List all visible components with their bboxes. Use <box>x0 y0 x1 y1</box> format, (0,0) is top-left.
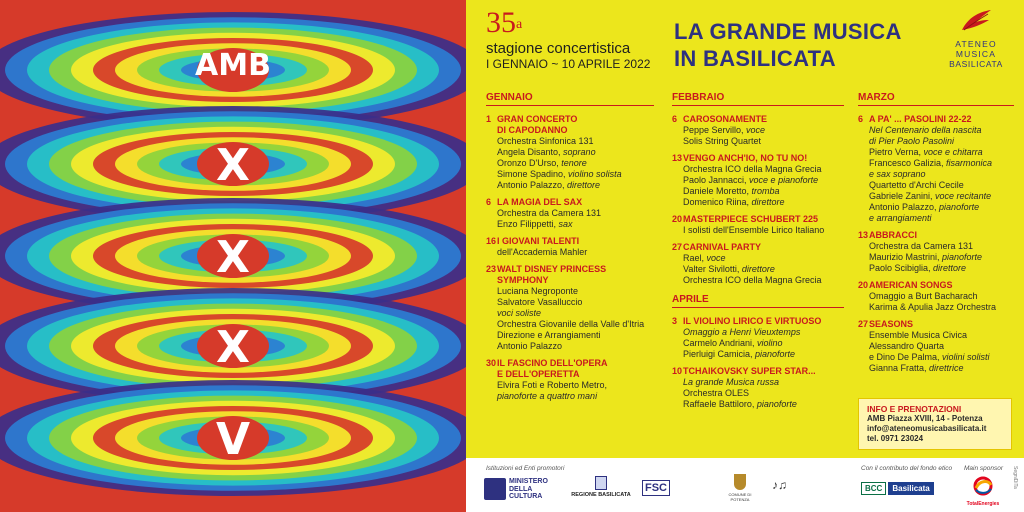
column-gennaio <box>486 92 654 408</box>
event-item: 13 ABBRACCI Orchestra da Camera 131 Maurizio Mastrini, pianoforte Paolo Scibiglia, direttore <box>858 230 983 273</box>
ministero-emblem-icon <box>484 478 506 500</box>
info-email[interactable]: info@ateneomusicabasilicata.it <box>867 424 987 433</box>
info-box <box>858 398 1012 450</box>
event-item: 13 VENGO ANCH'IO, NO TU NO! Orchestra ICO della Magna Grecia Paolo Jannacci, voce e pianoforte Daniele Moretto, tromba Domenico Riina, direttore <box>672 153 822 207</box>
info-phone[interactable]: tel. 0971 23024 <box>867 434 924 443</box>
event-item: 1 GRAN CONCERTO DI CAPODANNO Orchestra Sinfonica 131 Angela Disanto, soprano Oronzo D'Urso, tenore Simone Spadino, violino solista Antonio Palazzo, direttore <box>486 114 622 190</box>
ateneo-logo <box>946 8 1006 69</box>
event-item: 10 TCHAIKOVSKY SUPER STAR... La grande Musica russa Orchestra OLES Raffaele Battiloro, pianoforte <box>672 366 816 409</box>
art-panel <box>0 0 466 512</box>
event-item: 27 CARNIVAL PARTY Rael, voce Valter Sivilotti, direttore Orchestra ICO della Magna Grecia <box>672 242 822 285</box>
month-header: MARZO <box>858 92 1014 106</box>
contributor-label: Con il contributo del fondo etico <box>861 465 953 472</box>
conservatorio-logo <box>772 478 787 492</box>
art-letter-amb: AMB <box>195 48 271 83</box>
event-item: 23 WALT DISNEY PRINCESS SYMPHONY Luciana Negroponte Salvatore Vasalluccio voci soliste Orchestra Giovanile della Valle d'Itria Direzione e Arrangiamenti Antonio Palazzo <box>486 264 645 351</box>
sponsor-label: Main sponsor <box>964 465 1004 472</box>
total-energies-icon <box>972 476 994 496</box>
season-label: stagione concertistica <box>486 40 631 57</box>
event-item: 20 MASTERPIECE SCHUBERT 225 I solisti dell'Ensemble Lirico Italiano <box>672 214 825 235</box>
event-item: 3 IL VIOLINO LIRICO E VIRTUOSO Omaggio a Henri Vieuxtemps Carmelo Andriani, violino Pierluigi Camicia, pianoforte <box>672 316 822 359</box>
ministero-cultura-logo: MINISTERO DELLA CULTURA <box>484 478 548 501</box>
bcc-basilicata-logo: BCC Basilicata <box>861 482 934 495</box>
column-marzo <box>858 92 1014 380</box>
season-number: 35$^a$ <box>486 6 523 39</box>
info-address: AMB Piazza XVIII, 14 - Potenza <box>867 414 983 423</box>
program-panel <box>466 0 1024 512</box>
month-header: GENNAIO <box>486 92 654 106</box>
event-item: 6 A PA' ... PASOLINI 22-22 Nel Centenario della nascita di Pier Paolo Pasolini Pietro Verna, voce e chitarra Francesco Galizia, fisarmonica e sax soprano Quartetto d'Archi Cecile Gabriele Zanini, voce recitante Antonio Palazzo, pianoforte e arrangiamenti <box>858 114 993 223</box>
regione-basilicata-logo: REGIONE BASILICATA <box>570 476 632 498</box>
logo-line-3: BASILICATA <box>949 59 1003 69</box>
comune-crest-icon <box>734 474 746 490</box>
event-item: 30 IL FASCINO DELL'OPERA E DELL'OPERETTA Elvira Foti e Roberto Metro, pianoforte a quattro mani <box>486 358 608 401</box>
regione-emblem-icon <box>595 476 607 490</box>
logo-line-2: MUSICA <box>955 49 997 59</box>
event-item: 6 LA MAGIA DEL SAX Orchestra da Camera 131 Enzo Filippetti, sax <box>486 197 602 229</box>
art-letter-x2: X <box>216 232 250 283</box>
event-item: 16 I GIOVANI TALENTI dell'Accademia Mahler <box>486 236 588 257</box>
art-letter-v: V <box>215 414 251 465</box>
month-header: FEBBRAIO <box>672 92 844 106</box>
event-item: 27 SEASONS Ensemble Musica Civica Alessandro Quarta e Dino De Palma, violini solisti Gianna Fratta, direttrice <box>858 319 990 373</box>
page-title: LA GRANDE MUSICA IN BASILICATA <box>674 19 902 71</box>
footer <box>466 458 1024 512</box>
info-title: INFO E PRENOTAZIONI <box>867 404 962 414</box>
designer-credit: SegniDiTa <box>1012 466 1018 489</box>
month-header: APRILE <box>672 294 844 308</box>
comune-potenza-logo: COMUNE DI POTENZA <box>720 474 760 502</box>
music-notes-icon: ♪♫ <box>772 478 787 492</box>
institutions-label: Istituzioni ed Enti promotori <box>486 465 565 472</box>
logo-line-1: ATENEO <box>955 39 997 49</box>
musical-wing-icon <box>958 8 994 34</box>
fsc-logo: FSC <box>642 480 670 496</box>
column-febbraio-aprile <box>672 92 844 416</box>
season-dates: I GENNAIO ~ 10 APRILE 2022 <box>486 57 651 71</box>
event-item: 6 CAROSONAMENTE Peppe Servillo, voce Solis String Quartet <box>672 114 768 146</box>
art-letter-x1: X <box>216 140 250 191</box>
event-item: 20 AMERICAN SONGS Omaggio a Burt Bacharach Karima & Apulia Jazz Orchestra <box>858 280 997 312</box>
totalenergies-logo: TotalEnergies <box>963 476 1003 507</box>
art-letter-x3: X <box>216 322 250 373</box>
